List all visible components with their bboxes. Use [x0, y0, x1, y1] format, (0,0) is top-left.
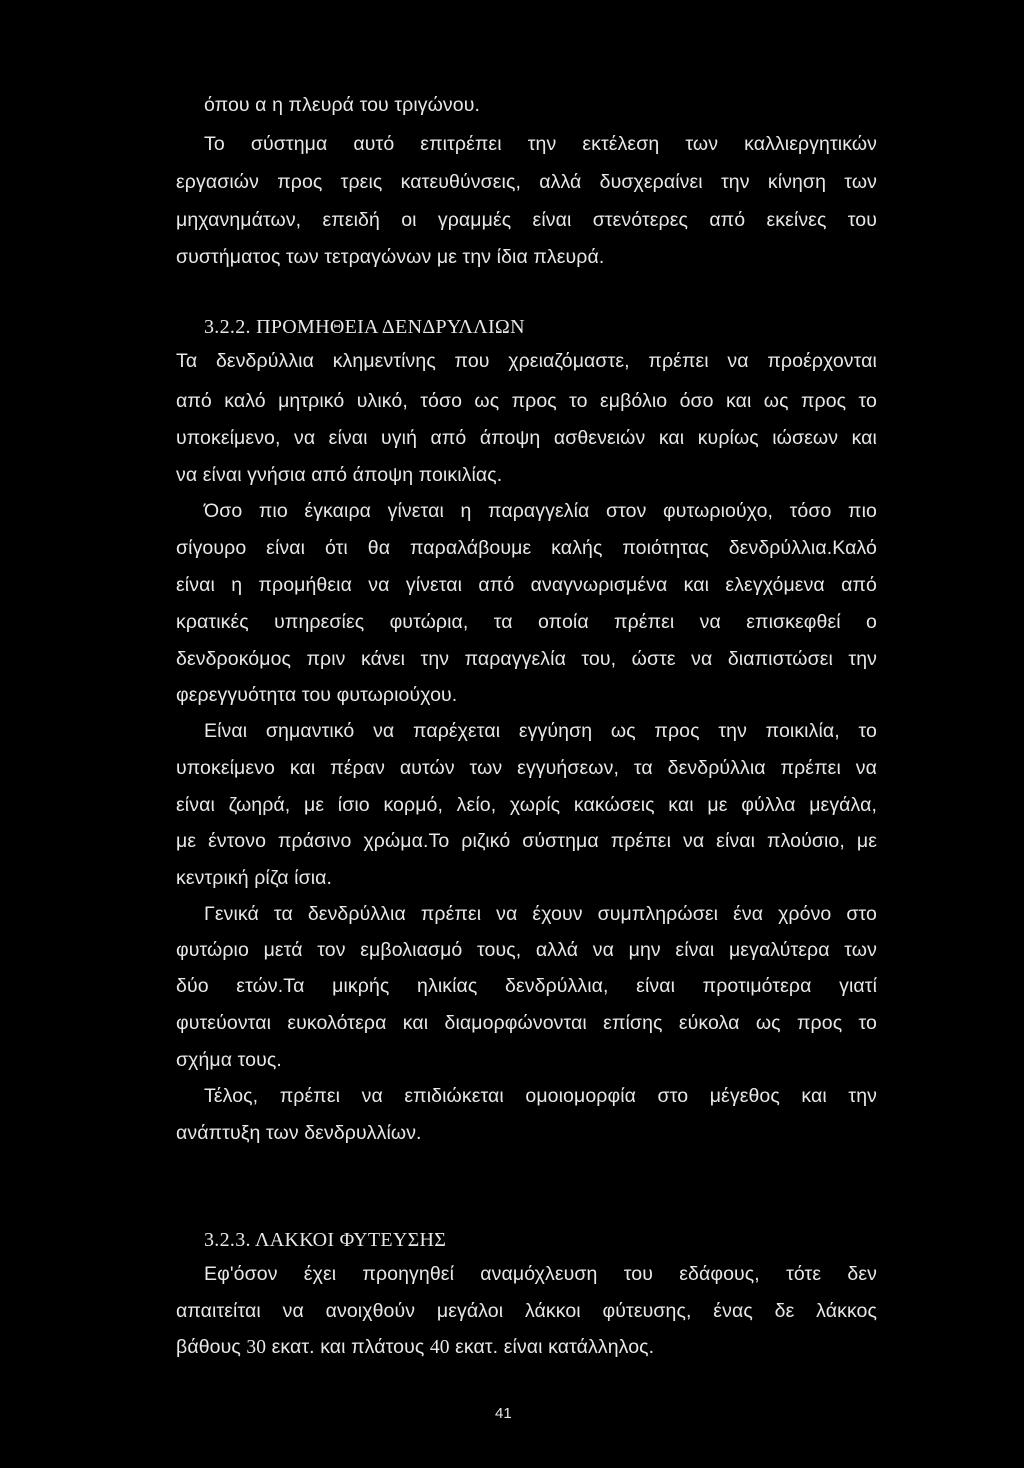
paragraph-line: είναι η προμήθεια να γίνεται από αναγνωρισμένα και ελεγχόμενα από — [176, 574, 877, 596]
width-value: 40 — [429, 1337, 450, 1358]
paragraph-line: κεντρική ρίζα ίσια. — [176, 867, 333, 889]
page-number: 41 — [495, 1405, 512, 1422]
paragraph-line: φυτώριο μετά τον εμβολιασμό τους, αλλά να μην είναι μεγαλύτερα των — [176, 939, 877, 961]
paragraph-line: συστήματος των τετραγώνων με την ίδια πλευρά. — [176, 246, 605, 268]
paragraph-line: με έντονο πράσινο χρώμα.Το ριζικό σύστημα πρέπει να είναι πλούσιο, με — [176, 830, 877, 852]
paragraph-line: Εφ'όσον έχει προηγηθεί αναμόχλευση του εδάφους, τότε δεν — [204, 1263, 877, 1285]
paragraph-line: Όσο πιο έγκαιρα γίνεται η παραγγελία στον φυτωριούχο, τόσο πιο — [204, 500, 877, 522]
paragraph-line: σχήμα τους. — [176, 1049, 282, 1071]
paragraph-line: μηχανημάτων, επειδή οι γραμμές είναι στενότερες από εκείνες του — [176, 209, 877, 231]
top-fragment-line: όπου α η πλευρά του τριγώνου. — [204, 94, 481, 116]
section-heading-322: 3.2.2. ΠΡΟΜΗΘΕΙΑ ΔΕΝΔΡΥΛΛΙΩΝ — [204, 316, 525, 338]
paragraph-line: κρατικές υπηρεσίες φυτώρια, τα οποία πρέπει να επισκεφθεί ο — [176, 611, 877, 633]
paragraph-line: να είναι γνήσια από άποψη ποικιλίας. — [176, 464, 503, 486]
paragraph-line: δενδροκόμος πριν κάνει την παραγγελία του, ώστε να διαπιστώσει την — [176, 648, 877, 670]
text-segment: εκατ. και πλάτους — [266, 1336, 430, 1358]
paragraph-line: Είναι σημαντικό να παρέχεται εγγύηση ως προς την ποικιλία, το — [204, 720, 877, 742]
paragraph-line: φερεγγυότητα του φυτωριούχου. — [176, 684, 458, 706]
paragraph-line: Τα δενδρύλλια κλημεντίνης που χρειαζόμαστε, πρέπει να προέρχονται — [176, 350, 877, 372]
paragraph-line: δύο ετών.Τα μικρής ηλικίας δενδρύλλια, είναι προτιμότερα γιατί — [176, 975, 877, 997]
section-heading-323: 3.2.3. ΛΑΚΚΟΙ ΦΥΤΕΥΣΗΣ — [204, 1229, 447, 1251]
paragraph-line: υποκείμενο και πέραν αυτών των εγγυήσεων, τα δενδρύλλια πρέπει να — [176, 757, 877, 779]
depth-value: 30 — [246, 1337, 267, 1358]
paragraph-line: Γενικά τα δενδρύλλια πρέπει να έχουν συμπληρώσει ένα χρόνο στο — [204, 903, 877, 925]
paragraph-line: ανάπτυξη των δενδρυλλίων. — [176, 1122, 422, 1144]
text-segment: βάθους — [176, 1336, 247, 1358]
paragraph-line: Το σύστημα αυτό επιτρέπει την εκτέλεση των καλλιεργητικών — [204, 133, 877, 155]
paragraph-line: είναι ζωηρά, με ίσιο κορμό, λείο, χωρίς κακώσεις και με φύλλα μεγάλα, — [176, 794, 877, 816]
paragraph-line: υποκείμενο, να είναι υγιή από άποψη ασθενειών και κυρίως ιώσεων και — [176, 427, 877, 449]
paragraph-line: φυτεύονται ευκολότερα και διαμορφώνονται επίσης εύκολα ως προς το — [176, 1012, 877, 1034]
paragraph-line: σίγουρο είναι ότι θα παραλάβουμε καλής ποιότητας δενδρύλλια.Καλό — [176, 537, 877, 559]
paragraph-line: εργασιών προς τρεις κατευθύνσεις, αλλά δυσχεραίνει την κίνηση των — [176, 171, 877, 193]
paragraph-line: από καλό μητρικό υλικό, τόσο ως προς το εμβόλιο όσο και ως προς το — [176, 390, 877, 412]
text-segment: εκατ. είναι κατάλληλος. — [449, 1336, 655, 1358]
paragraph-line: απαιτείται να ανοιχθούν μεγάλοι λάκκοι φύτευσης, ένας δε λάκκος — [176, 1300, 877, 1322]
paragraph-line — [176, 1338, 654, 1358]
paragraph-line: Τέλος, πρέπει να επιδιώκεται ομοιομορφία στο μέγεθος και την — [204, 1085, 877, 1107]
